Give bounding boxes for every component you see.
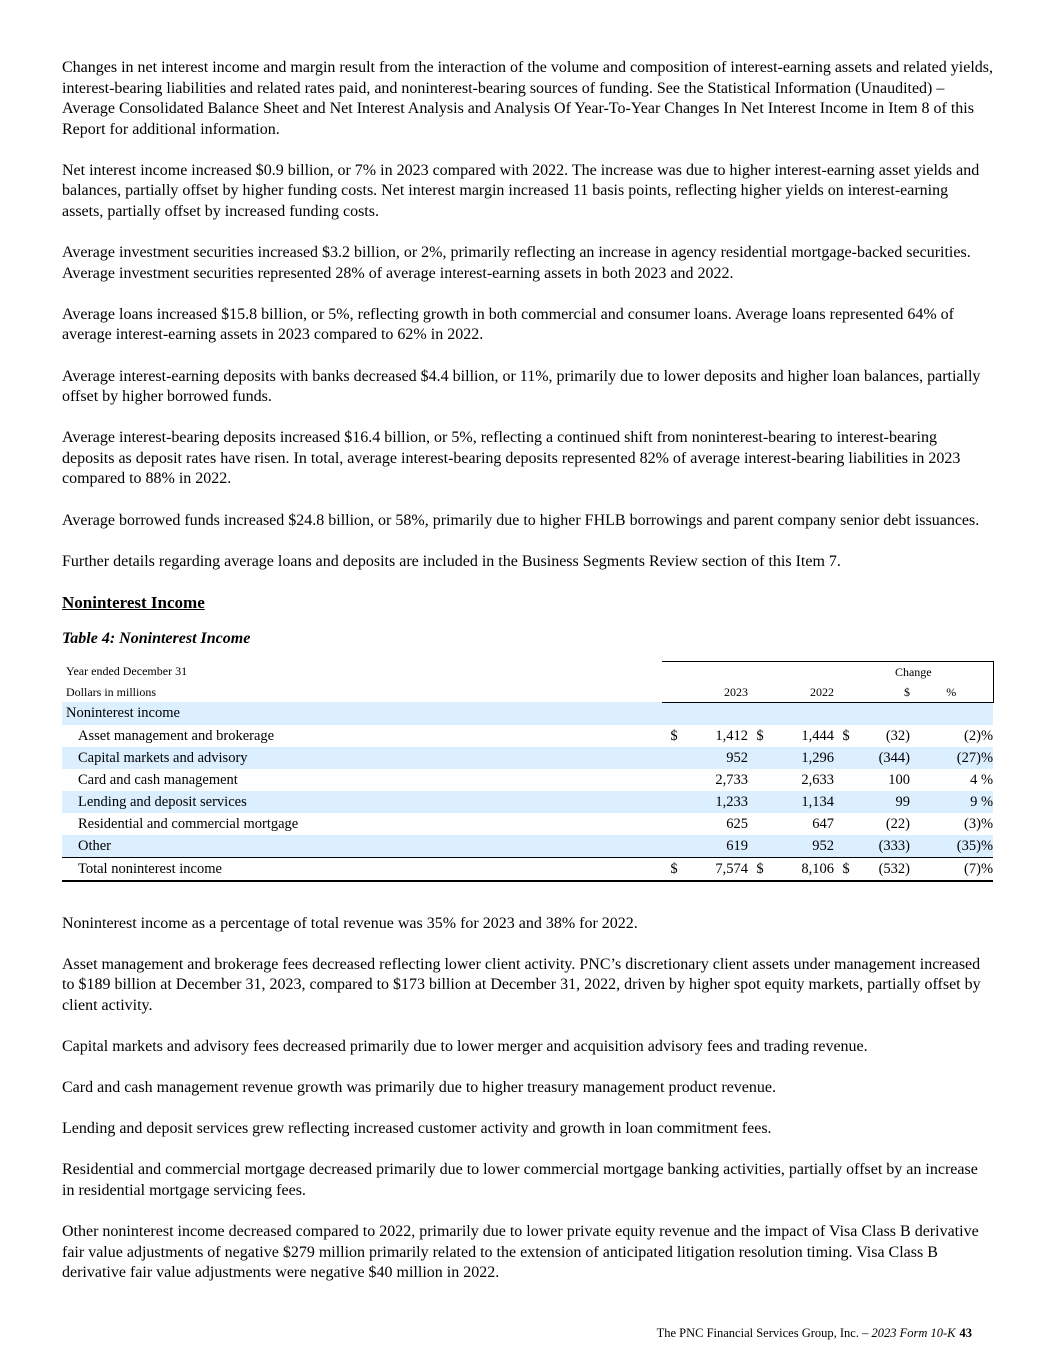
paragraph: Other noninterest income decreased compared to 2022, primarily due to lower private equity revenue and the impact of Visa Class B derivative fair value adjustments of negative $279 million primarily related to the extension of anticipated litigation resolution timing. Visa Class B derivative fair value adjustments were negative $40 million in 2022. (62, 1223, 979, 1282)
header-2023: 2023 (686, 682, 748, 703)
header-change: Change (834, 661, 993, 682)
document-page (62, 58, 993, 1304)
paragraph: Changes in net interest income and margin result from the interaction of the volume and composition of interest-earning assets and related yields, interest-bearing liabilities and related rates paid, and noninterest-bearing sources of funding. See the Statistical Information (Unaudited) – Average Consolidated Balance Sheet and Net Interest Analysis and Analysis Of Year-To-Year Changes In Net Interest Income in Item 8 of this Report for additional information. (62, 59, 993, 138)
section-title: Noninterest Income (62, 592, 205, 612)
table-header-row (62, 682, 993, 703)
table-row: Other 619 952 (333) (35)% (62, 835, 993, 858)
noninterest-income-table (62, 661, 994, 882)
page-footer (657, 1326, 972, 1341)
paragraph: Card and cash management revenue growth was primarily due to higher treasury management product revenue. (62, 1079, 776, 1097)
paragraph: Capital markets and advisory fees decreased primarily due to lower merger and acquisition advisory fees and trading revenue. (62, 1038, 868, 1056)
table-row: Lending and deposit services 1,233 1,134 99 9 % (62, 791, 993, 813)
header-year-label: Year ended December 31 (66, 664, 188, 679)
table-group-row (62, 702, 993, 725)
header-change-pct: % (910, 682, 993, 703)
paragraph: Residential and commercial mortgage decreased primarily due to lower commercial mortgage banking activities, partially offset by an increase in residential mortgage servicing fees. (62, 1161, 978, 1199)
table-header-row (62, 661, 993, 682)
table-row: Residential and commercial mortgage 625 647 (22) (3)% (78, 815, 994, 832)
group-label: Noninterest income (62, 702, 662, 725)
header-2022: 2022 (772, 682, 834, 703)
header-dollars-label: Dollars in millions (66, 684, 156, 699)
table-total-row: Total noninterest income $ 7,574 $ 8,106 $ (532) (7)% (62, 857, 993, 881)
paragraph: Average interest-bearing deposits increased $16.4 billion, or 5%, reflecting a continued shift from noninterest-bearing to interest-bearing deposits as deposit rates have risen. In total, average interest-bearing deposits represented 82% of average interest-bearing liabilities in 2023 compared to 88% in 2022. (62, 429, 961, 488)
paragraph: Average investment securities increased $3.2 billion, or 2%, primarily reflecting an increase in agency residential mortgage-backed securities. Average investment securities represented 28% of average interest-earning assets in both 2023 and 2022. (62, 244, 971, 282)
paragraph: Asset management and brokerage fees decreased reflecting lower client activity. PNC’s discretionary client assets under management increased to $189 billion at December 31, 2023, compared to $173 billion at December 31, 2022, driven by higher spot equity markets, partially offset by client activity. (62, 955, 981, 1014)
footer-company: The PNC Financial Services Group, Inc. – (656, 1326, 872, 1340)
paragraph: Lending and deposit services grew reflecting increased customer activity and growth in loan commitment fees. (62, 1120, 772, 1138)
paragraph: Average interest-earning deposits with banks decreased $4.4 billion, or 11%, primarily due to lower deposits and higher loan balances, partially offset by higher borrowed funds. (62, 367, 981, 406)
paragraph: Noninterest income as a percentage of total revenue was 35% for 2023 and 38% for 2022. (62, 914, 638, 932)
paragraph: Average borrowed funds increased $24.8 billion, or 58%, primarily due to higher FHLB borrowings and parent company senior debt issuances. (62, 511, 980, 529)
page-number: 43 (959, 1326, 972, 1340)
table-row: Card and cash management 2,733 2,633 100 4 % (78, 771, 994, 788)
paragraph: Further details regarding average loans and deposits are included in the Business Segments Review section of this Item 7. (62, 552, 841, 570)
header-change-dollar: $ (858, 682, 910, 703)
footer-form: 2023 Form 10-K (871, 1326, 956, 1340)
table-row: Capital markets and advisory 952 1,296 (344) (27)% (62, 747, 993, 769)
table-title: Table 4: Noninterest Income (62, 629, 251, 647)
paragraph: Net interest income increased $0.9 billion, or 7% in 2023 compared with 2022. The increase was due to higher interest-earning asset yields and balances, partially offset by higher funding costs. Net interest margin increased 11 basis points, reflecting higher yields on interest-earning assets, partially offset by increased funding costs. (62, 161, 980, 221)
table-row: Asset management and brokerage $ 1,412 $ 1,444 $ (32) (2)% (78, 727, 994, 744)
paragraph: Average loans increased $15.8 billion, or 5%, reflecting growth in both commercial and consumer loans. Average loans represented 64% of average interest-earning assets in 2023 compared to 62% in 2022. (62, 305, 955, 344)
